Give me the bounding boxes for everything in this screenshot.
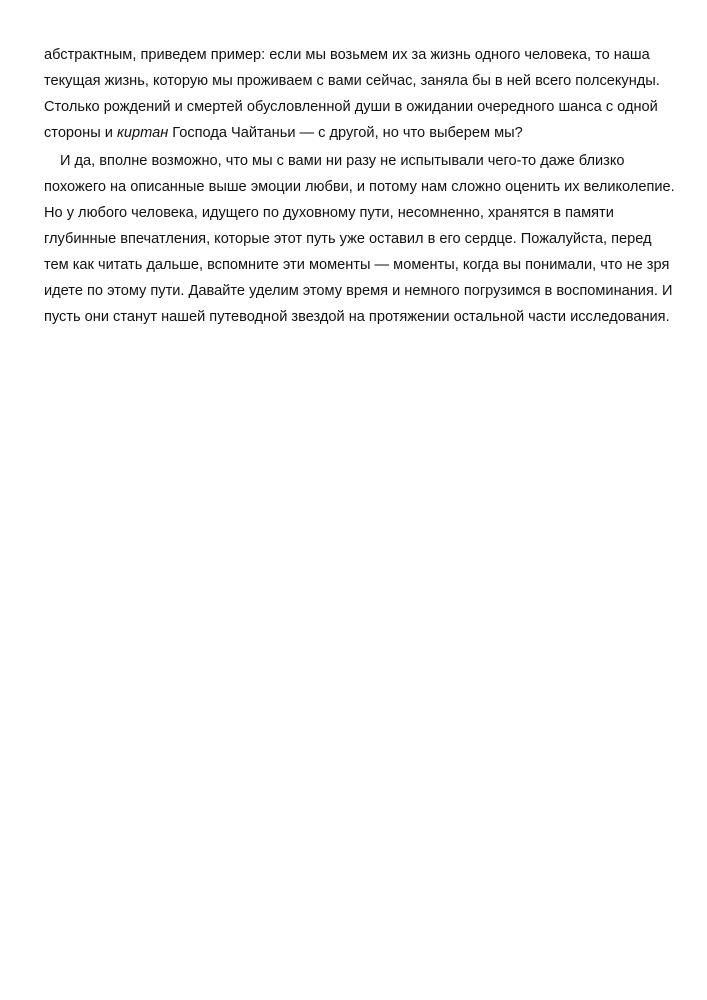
paragraph-line: тем как читать дальше, вспомните эти моменты — моменты, когда вы понимали, что не зря [44, 257, 670, 273]
paragraph-line: Но у любого человека, идущего по духовному пути, несомненно, хранятся в памяти [44, 205, 614, 221]
paragraph-line: похожего на описанные выше эмоции любви, и потому нам сложно оценить их великолепие. [44, 179, 675, 195]
paragraph-line: текущая жизнь, которую мы проживаем с вами сейчас, заняла бы в ней всего полсекунды. [44, 73, 660, 89]
paragraph-1 [44, 42, 669, 146]
paragraph-line: глубинные впечатления, которые этот путь уже оставил в его сердце. Пожалуйста, перед [44, 231, 652, 247]
body-text [44, 42, 675, 330]
paragraph-line: пусть они станут нашей путеводной звездой на протяжении остальной части исследования. [44, 309, 670, 325]
paragraph-line: И да, вполне возможно, что мы с вами ни разу не испытывали чего-то даже близко [60, 153, 625, 169]
line-prefix: стороны и [44, 125, 117, 141]
paragraph-line: абстрактным, приведем пример: если мы возьмем их за жизнь одного человека, то наша [44, 47, 650, 63]
italic-term-kirtan: киртан [116, 125, 169, 141]
paragraph-line: идете по этому пути. Давайте уделим этому время и немного погрузимся в воспоминания. И [44, 283, 673, 299]
paragraph-line: Столько рождений и смертей обусловленной души в ожидании очередного шанса с одной [44, 99, 658, 115]
paragraph-line-mixed [44, 120, 669, 146]
paragraph-2 [44, 148, 675, 330]
line-suffix: Господа Чайтаньи — с другой, но что выберем мы? [168, 125, 523, 141]
